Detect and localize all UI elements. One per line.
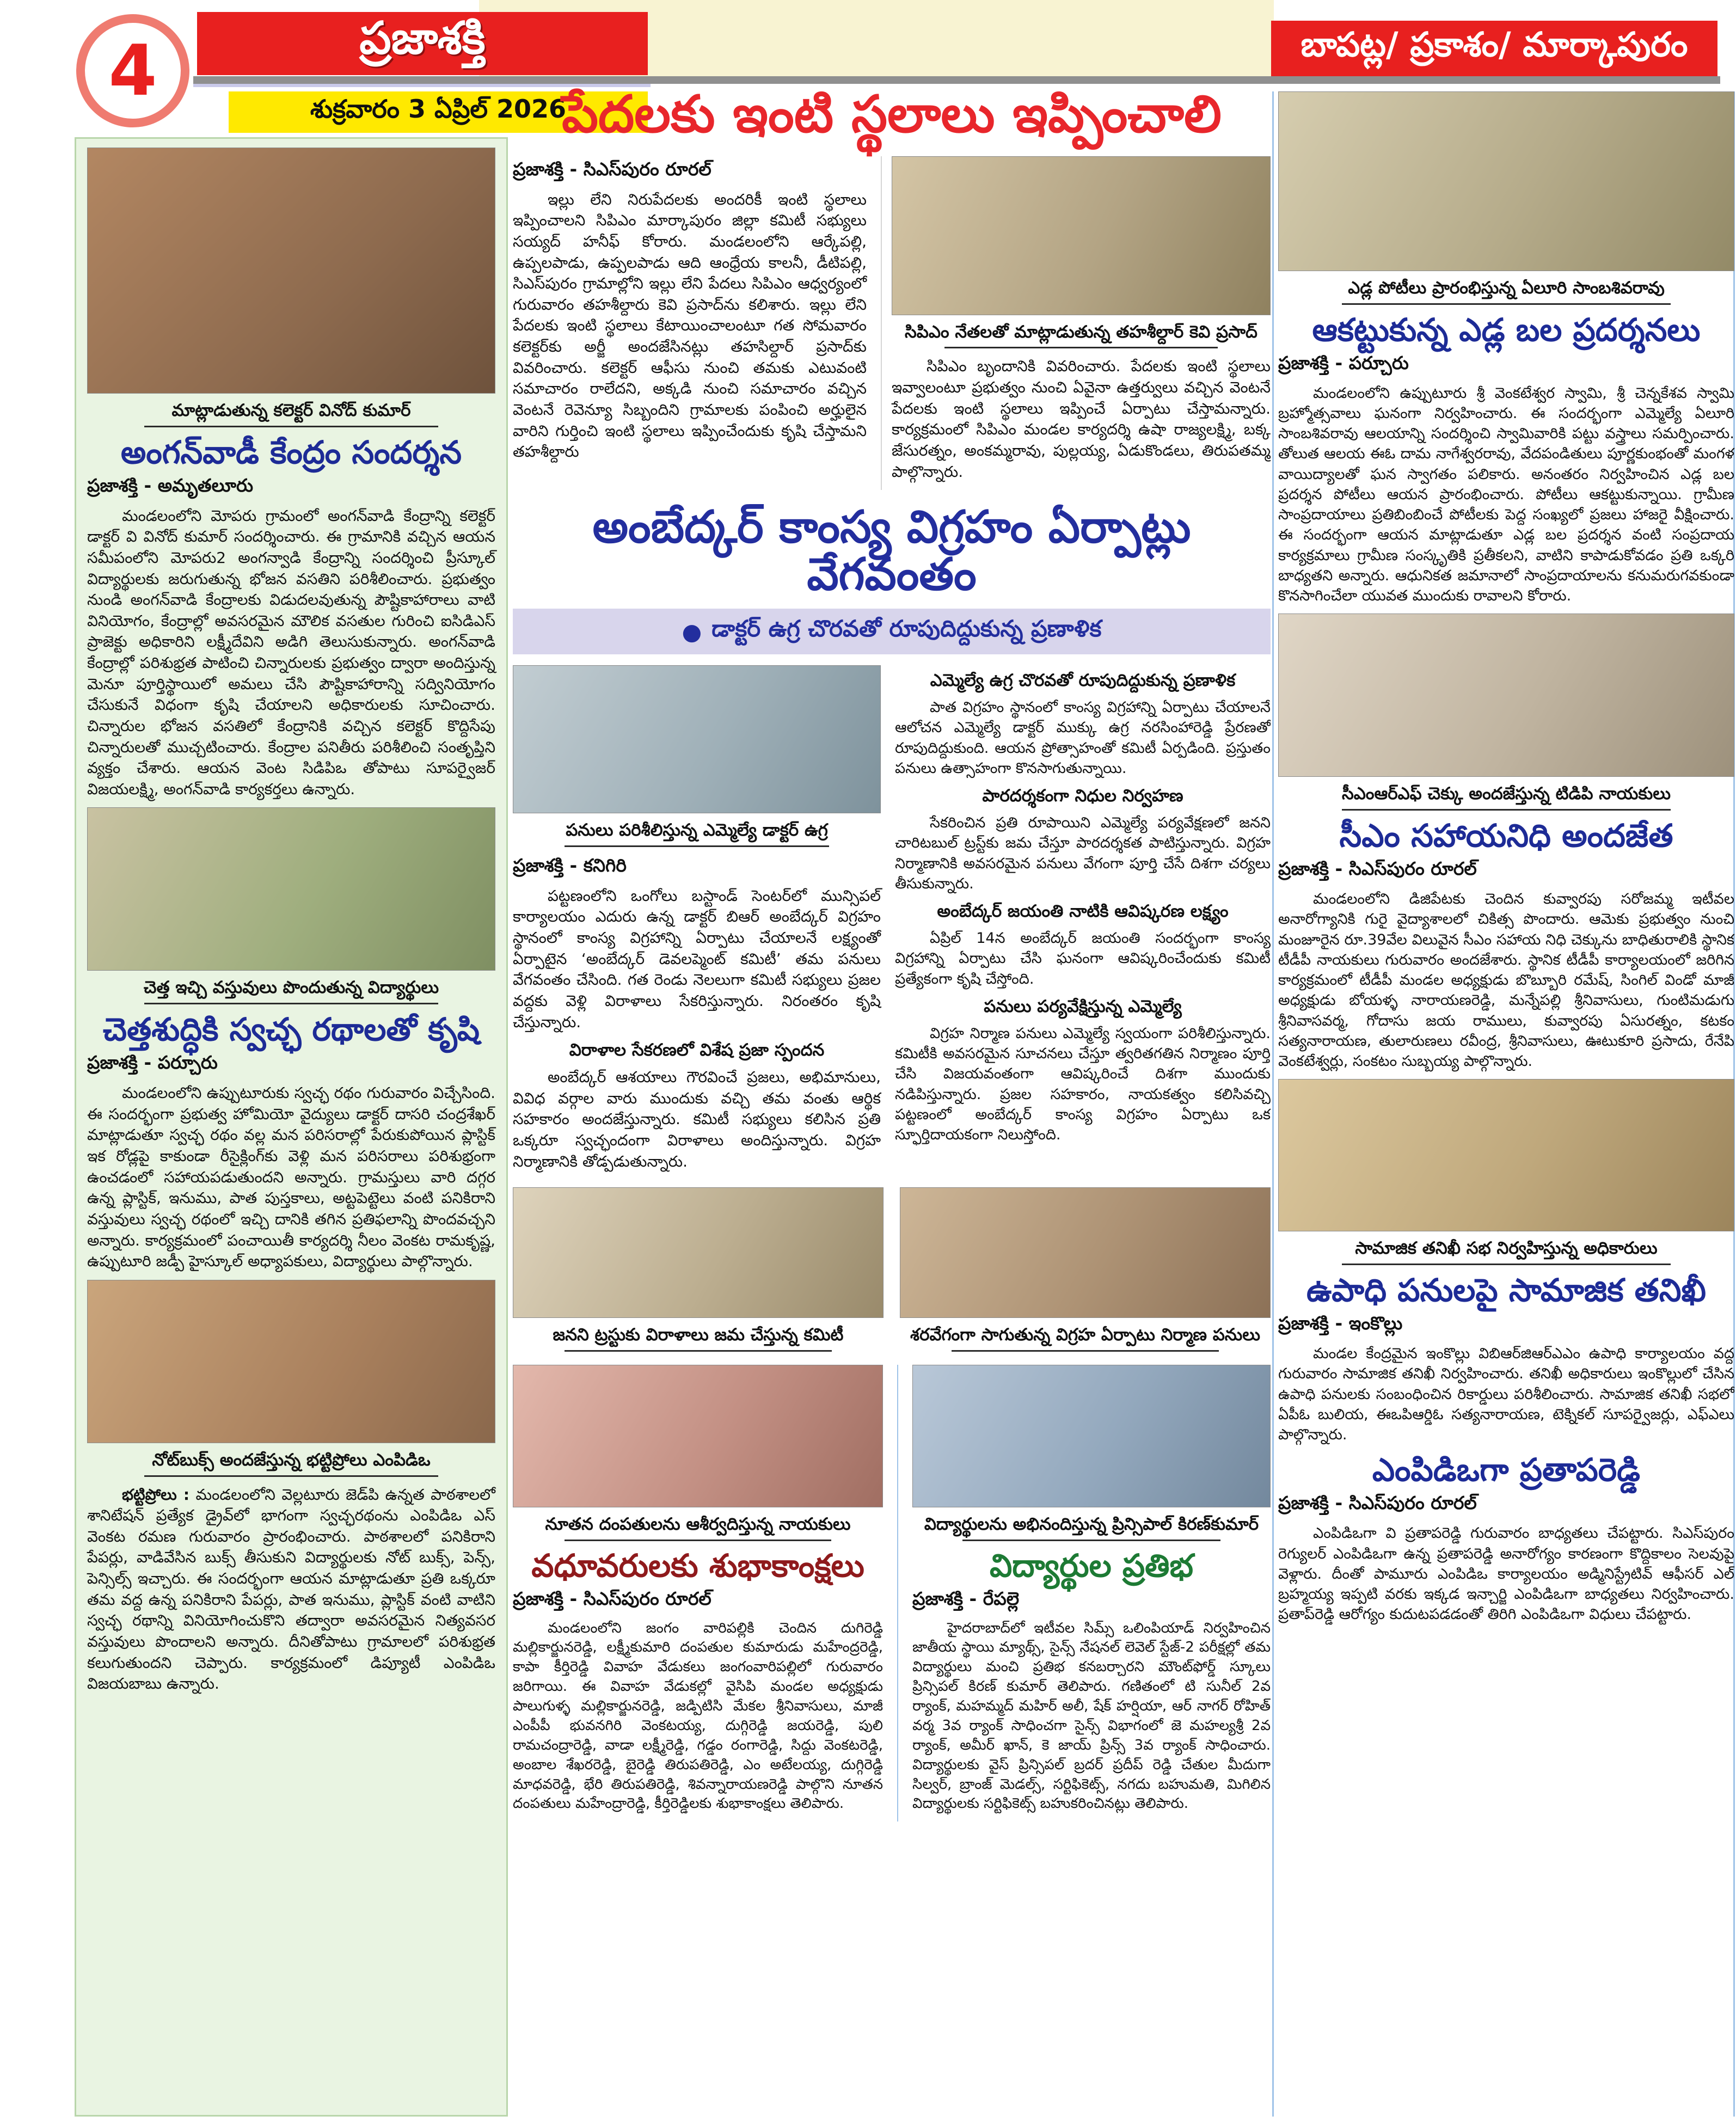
wedding-story: [513, 1365, 883, 1822]
ambedkar-headline: అంబేద్కర్ కాంస్య విగ్రహం ఏర్పాట్లు వేగవంతం: [592, 501, 1191, 601]
page-number-badge: [76, 14, 189, 127]
region-banner: [1271, 21, 1717, 76]
ambedkar-kicker: [513, 609, 1271, 654]
photo-caption: సీఎంఆర్‌ఎఫ్ చెక్కు అందజేస్తున్న టిడిపి నాయకులు: [1342, 784, 1671, 804]
headline-cm-relief-fund: సీఎం సహాయనిధి అందజేత: [1339, 817, 1673, 855]
caption-rule: [565, 1350, 831, 1352]
bullet-icon: ●: [682, 618, 702, 645]
main-headline: పేదలకు ఇంటి స్థలాలు ఇప్పించాలి: [562, 88, 1222, 144]
byline: ప్రజాశక్తి - సిఎస్‌పురం రూరల్: [1278, 1492, 1477, 1514]
article-body: పాత విగ్రహం స్థానంలో కాంస్య విగ్రహాన్ని ఏర్పాటు చేయాలనే ఆలోచన ఎమ్మెల్యే డాక్టర్ ముక్కు ఉగ్ర నరసింహారెడ్డి ప్రేరణతో రూపుదిద్దుకుంది. ఆయన ప్రోత్సాహంతో కమిటీ ఏర్పడింది. ప్రస్తుతం పనులు ఉత్సాహంగా కొనసాగుతున్నాయి.: [895, 699, 1271, 777]
article-body: ఏప్రిల్ 14న అంబేద్కర్ జయంతి సందర్భంగా కాంస్య విగ్రహాన్ని ఏర్పాటు చేసి ఘనంగా ఆవిష్కరించేందుకు కమిటీ ప్రత్యేకంగా కృషి చేస్తోంది.: [895, 930, 1271, 988]
left-column-panel: [75, 137, 508, 2117]
byline: ప్రజాశక్తి - పర్చూరు: [1278, 352, 1409, 373]
photo-caption: నూతన దంపతులను ఆశీర్వదిస్తున్న నాయకులు: [545, 1514, 851, 1534]
photo-caption: శరవేగంగా సాగుతున్న విగ్రహ ఏర్పాటు నిర్మాణ పనులు: [910, 1325, 1260, 1345]
headline-anganwadi: అంగన్‌వాడీ కేంద్రం సందర్శన: [120, 433, 462, 471]
caption-rule: [565, 845, 830, 847]
photo-janani-trust-donation: [513, 1187, 884, 1318]
header-rule: [193, 76, 1720, 84]
photo-caption: సిపిఎం నేతలతో మాట్లాడుతున్న తహశీల్దార్ కెవి ప్రసాద్: [905, 322, 1257, 342]
photo-mla-inspecting-works: [513, 665, 881, 813]
headline-wedding: వధూవరులకు శుభాకాంక్షలు: [531, 1547, 864, 1584]
article-body: హైదరాబాద్‌లో ఇటీవల సిమ్స్ ఒలింపియాడ్ నిర్వహించిన జాతీయ స్థాయి మ్యాథ్స్, సైన్స్ నేషనల్ లెవెల్ స్టేజ్-2 పరీక్షల్లో తమ విద్యార్థులు మంచి ప్రతిభ కనబర్చారని మౌంట్‌ఫోర్డ్ స్కూలు ప్రిన్సిపల్ కిరణ్ కుమార్ తెలిపారు. గణితంలో టి సునీల్ 2వ ర్యాంక్, మహమ్మద్ మహిర్ అలీ, షేక్ హర్షియా, ఆర్ నాగర్ రోహిత్ వర్మ 3వ ర్యాంక్ సాధించగా సైన్స్ విభాగంలో జె మహల్యశ్రీ 2వ ర్యాంక్, అమీర్ ఖాన్, కె జాయ్ ప్రిన్స్ 3వ ర్యాంక్ సాధించారు. విద్యార్థులకు వైస్ ప్రిన్సిపల్ బ్రదర్ ప్రదీప్ రెడ్డి చేతుల మీదుగా సిల్వర్, బ్రాంజ్ మెడల్స్, సర్టిఫికెట్స్, నగదు బహుమతి, మిగిలిన విద్యార్థులకు సర్టిఫికెట్స్ బహుకరించినట్లు తెలిపారు.: [912, 1620, 1271, 1812]
date-line: శుక్రవారం 3 ఏప్రిల్ 2026: [310, 94, 567, 124]
bottom-stories-row: [513, 1365, 1271, 1822]
students-story: [897, 1365, 1271, 1822]
photo-collector-anganwadi-visit: [87, 148, 495, 394]
page-number: 4: [108, 30, 157, 112]
photo-bull-contest: [1278, 91, 1734, 271]
caption-rule: [952, 1350, 1218, 1352]
article-body: మండలంలోని ఉప్పుటూరుకు స్వచ్ఛ రథం గురువారం విచ్చేసింది. ఈ సందర్భంగా ప్రభుత్వ హోమియో వైద్యులు డాక్టర్ దాసరి చంద్రశేఖర్ మాట్లాడుతూ స్వచ్ఛ రథం వల్ల మన పరిసరాల్లో పేరుకుపోయిన ప్లాస్టిక్ ఇక రోడ్లపై కాకుండా రీసైక్లింగ్‌కు వెళ్లి మన పరిసరాలు పరిశుభ్రంగా ఉంచడంలో సహాయపడుతుందని అన్నారు. గ్రామస్తులు వారి దగ్గర ఉన్న ప్లాస్టిక్, ఇనుము, పాత పుస్తకాలు, అట్టపెట్టెలు వంటి పనికిరాని వస్తువులు స్వచ్ఛ రథంలో ఇచ్చి దానికి తగిన ప్రతిఫలాన్ని పొందవచ్చని అన్నారు. కార్యక్రమంలో పంచాయితీ కార్యదర్శి నీలం వెంకట రామకృష్ణ, ఉప్పుటూరి జడ్పీ హైస్కూల్ అధ్యాపకులు, విద్యార్థులు పాల్గొన్నారు.: [87, 1084, 495, 1271]
main-story-col2: [881, 156, 1271, 490]
article-body: మండలంలోని ఉప్పుటూరు శ్రీ వెంకటేశ్వర స్వామి, శ్రీ చెన్నకేశవ స్వామి బ్రహ్మోత్సవాలు ఘనంగా నిర్వహించారు. ఈ సందర్భంగా ఎమ్మెల్యే ఏలూరి సాంబశివరావు ఆలయాన్ని సందర్శించి స్వామివారికి పట్టు వస్త్రాలు సమర్పించారు. తోలుత ఆలయ ఈఓ దామ నాగేశ్వరరావు, వేదపండితులు పూర్ణకుంభంతో మంగళ వాయిద్యాలతో ఘన స్వాగతం పలికారు. అనంతరం నిర్వహించిన ఎడ్ల బల ప్రదర్శన పోటీలు ఆయన ప్రారంభించారు. పోటీలు ఆకట్టుకున్నాయి. గ్రామీణ సాంప్రదాయాలు ప్రతిబింబించే పోటీలకు పెద్ద సంఖ్యలో ప్రజలు హాజరై వీక్షించారు. ఈ సందర్భంగా ఆయన మాట్లాడుతూ ఎడ్ల బల ప్రదర్శన వంటి సంప్రదాయ కార్యక్రమాలు గ్రామీణ సంస్కృతికి ప్రతీకలని, వాటిని కాపాడుకోవడం ప్రతి ఒక్కరి బాధ్యతని అన్నారు. ఆధునికత జమానాలో సాంప్రదాయాలను కనుమరుగవకుండా కొనసాగించేలా యువత ముందుకు రావాలని కోరారు.: [1278, 384, 1734, 605]
caption-rule: [144, 1003, 438, 1004]
headline-bull-show: ఆకట్టుకున్న ఎడ్ల బల ప్రదర్శనలు: [1312, 311, 1701, 348]
subhead-jayanti: అంబేద్కర్ జయంతి నాటికి ఆవిష్కరణ లక్ష్యం: [937, 901, 1229, 921]
byline: ప్రజాశక్తి - సిఎస్‌పురం రూరల్: [1278, 858, 1477, 880]
byline: ప్రజాశక్తి - పర్చూరు: [87, 1052, 218, 1074]
main-story-columns: [513, 156, 1271, 490]
headline-swachh-rath: చెత్తశుద్ధికి స్వచ్ఛ రథాలతో కృషి: [103, 1011, 480, 1048]
column-divider: [1272, 91, 1274, 2117]
article-body: మండలంలోని మోపరు గ్రామంలో అంగన్‌వాడి కేంద్రాన్ని కలెక్టర్ డాక్టర్ వి వినోద్ కుమార్ సందర్శించారు. ఈ గ్రామానికి వచ్చిన ఆయన సమీపంలోని మోపరు2 అంగన్వాడి కేంద్రాన్ని సందర్శించి ప్రీస్కూల్ విద్యార్థులకు జరుగుతున్న భోజన వసతిని పరిశీలించారు. ప్రభుత్వం నుండి అంగన్‌వాడి కేంద్రాలకు విడుదలవుతున్న పౌష్టికాహారాలు వాటి వినియోగం, కేంద్రాల్లో అవసరమైన మౌలిక వసతుల గురించి ఐసిడిఎస్ ప్రాజెక్టు అధికారిని లక్ష్మీదేవిని అడిగి తెలుసుకున్నారు. అంగన్‌వాడి కేంద్రాల్లో పరిశుభ్రత పాటించి చిన్నారులకు ప్రభుత్వం ద్వారా అందిస్తున్న మెనూ పూర్తిస్థాయిలో అమలు చేసి పౌష్టికాహారాన్ని సద్వినియోగం చేసుకునే విధంగా కృషి చేయాలని అధికారులకు సూచించారు. చిన్నారుల భోజన వసతిలో కేంద్రానికి వచ్చిన కలెక్టర్ కొద్దిసేపు చిన్నారులతో ముచ్చటించారు. కేంద్రాల పనితీరు పరిశీలించి సంతృప్తిని వ్యక్తం చేశారు. ఆయన వెంట సిడిపిఒ తోపాటు సూపర్వైజర్ విజయలక్ష్మి, అంగన్‌వాడి కార్యకర్తలు ఉన్నారు.: [87, 506, 495, 798]
masthead: [197, 12, 648, 75]
middle-section: [513, 88, 1271, 2122]
photo-block-janani: [513, 1187, 884, 1359]
article-body: మండలంలోని డిజిపేటకు చెందిన కువ్వారపు సరోజమ్మ ఇటీవల అనారోగ్యానికి గురై వైద్యాశాలలో చికిత్స పొందారు. ఆమెకు ప్రభుత్వం నుంచి మంజూరైన రూ.39వేల విలువైన సీఎం సహాయ నిధి చెక్కును బాధితురాలికి స్థానిక టీడీపీ నాయకులు గురువారం అందజేశారు. స్థానిక టీడీపీ కార్యాలయంలో జరిగిన కార్యక్రమంలో టీడీపీ మండల అధ్యక్షుడు బొబ్బూరి రమేష్, సింగిల్ విండో మాజీ అధ్యక్షుడు బోయళ్ళ నారాయణరెడ్డి, మన్నేపల్లి శ్రీనివాసులు, గుంటిమడుగు శ్రీనివాసవర్మ, గోదాసు జయ రాములు, కువ్వారపు ఏసురత్నం, కటకం సత్యనారాయణ, తులారుణలు రవీంద్ర, శ్రీనివాసులు, ఊటుకూరి ప్రసాదు, రేనేపి వెంకటేశ్వర్లు, సంకటం సుబ్బయ్య పాల్గొన్నారు.: [1278, 891, 1734, 1070]
photo-caption: జనని ట్రస్టుకు విరాళాలు జమ చేస్తున్న కమిటీ: [553, 1325, 844, 1345]
photo-caption: విద్యార్థులను అభినందిస్తున్న ప్రిన్సిపాల్ కిరణ్‌కుమార్: [924, 1514, 1259, 1534]
photo-caption: పనులు పరిశీలిస్తున్న ఎమ్మెల్యే డాక్టర్ ఉగ్ర: [566, 820, 828, 840]
article-body: [87, 1485, 495, 1695]
right-column: [1278, 91, 1734, 2122]
caption-rule: [944, 347, 1217, 348]
headline-mpdo-charge: ఎంపిడిఒగా ప్రతాపరెడ్డి: [1372, 1451, 1641, 1489]
subhead-plan: ఎమ్మెల్యే ఉగ్ర చొరవతో రూపుదిద్దుకున్న ప్రణాళిక: [930, 671, 1236, 690]
article-body: పట్టణంలోని ఒంగోలు బస్టాండ్ సెంటర్‌లో మున్సిపల్ కార్యాలయం ఎదురు ఉన్న డాక్టర్ బిఆర్ అంబేద్కర్ విగ్రహం స్థానంలో కాంస్య విగ్రహాన్ని ఏర్పాటు చేయాలనే లక్ష్యంతో ఏర్పాటైన ‘అంబేద్కర్ డెవలప్మెంట్ కమిటీ’ తమ పనులు వేగవంతం చేసింది. గత రెండు నెలలుగా కమిటీ సభ్యులు ప్రజల వద్దకు వెళ్లి విరాళాలు సేకరిస్తున్నారు. నిరంతరం కృషి చేస్తున్నారు.: [513, 886, 881, 1031]
byline: ప్రజాశక్తి - రేపల్లె: [912, 1587, 1020, 1609]
photo-caption: సామాజిక తనిఖీ సభ నిర్వహిస్తున్న అధికారులు: [1355, 1238, 1658, 1259]
main-story-col1: [513, 156, 867, 490]
ambedkar-columns: [513, 665, 1271, 1180]
photo-caption: ఎడ్ల పోటీలు ప్రారంభిస్తున్న ఏలూరి సాంబశివరావు: [1348, 278, 1665, 298]
photo-social-audit-meeting: [1278, 1079, 1734, 1231]
byline: ప్రజాశక్తి - ఇంకొల్లు: [1278, 1313, 1403, 1334]
article-body: సేకరించిన ప్రతి రూపాయిని ఎమ్మెల్యే పర్యవేక్షణలో జనని చారిటబుల్ ట్రస్ట్‌కు జమ చేస్తూ పారదర్శకత పాటిస్తున్నారు. విగ్రహ నిర్మాణానికి అవసరమైన పనులు వేగంగా పూర్తి చేసే దిశగా చర్యలు తీసుకున్నారు.: [895, 814, 1271, 892]
byline: ప్రజాశక్తి - అమృతలూరు: [87, 474, 254, 496]
photo-statue-construction: [900, 1187, 1271, 1318]
caption-rule: [1342, 303, 1670, 305]
paper-name: ప్రజాశక్తి: [359, 12, 486, 64]
article-body: మండల కేంద్రమైన ఇంకొల్లు విబిఆర్‌జిఆర్‌ఎఎం ఉపాధి కార్యాలయం వద్ద గురువారం సామాజిక తనిఖీ నిర్వహించారు. తనిఖీ అధికారులు ఇంకొల్లులో చేసిన ఉపాధి పనులకు సంబంధించిన రికార్డులు పరిశీలించారు. సామాజిక తనిఖీ సభలో ఏపీఓ బులియ, ఈఒపిఆర్డిఓ సత్యనారాయణ, టెక్నికల్ సూపర్వైజర్లు, ఎఫ్ఎలు పాల్గొన్నారు.: [1278, 1345, 1734, 1444]
photo-students-felicitation: [912, 1365, 1271, 1507]
photo-caption: చెత్త ఇచ్చి వస్తువులు పొందుతున్న విద్యార్థులు: [143, 978, 439, 998]
article-body: ఇల్లు లేని నిరుపేదలకు అందరికీ ఇంటి స్థలాలు ఇప్పించాలని సిపిఎం మార్కాపురం జిల్లా కమిటీ సభ్యులు సయ్యద్ హనీఫ్ కోరారు. మండలంలోని ఆర్కేపల్లి, ఉప్పలపాడు, ఉప్పలపాడు ఆది ఆంధ్రేయ కాలనీ, డీటిపల్లి, సిఎస్‌పురం గ్రామాల్లోని ఇల్లు లేని పేదలు సిపిఎం ఆధ్వర్యంలో గురువారం తహశీల్దారు కెవి ప్రసాద్‌ను కలిశారు. ఇల్లు లేని పేదలకు ఇంటి స్థలాలు కేటాయించాలంటూ గత సోమవారం కలెక్టర్‌కు అర్జీ అందజేసినట్లు తహసిల్దార్ ప్రసాద్‌కు వివరించారు. కలెక్టర్ ఆఫీసు నుంచి తమకు ఎటువంటి సమాచారం రాలేదని, అక్కడి నుంచి సమాచారం వచ్చిన వెంటనే రెవెన్యూ సిబ్బందిని గ్రామాలకు పంపించి అర్హులైన వారిని గుర్తించి ఇంటి స్థలాలు ఇప్పించేందుకు కృషి చేస్తామని తహశీల్దారు: [513, 190, 867, 461]
article-body: సిపిఎం బృందానికి వివరించారు. పేదలకు ఇంటి స్థలాలు ఇవ్వాలంటూ ప్రభుత్వం నుంచి ఏవైనా ఉత్తర్వులు వచ్చిన వెంటనే పేదలకు ఇంటి స్థలాలు ఇప్పించే ఏర్పాటు చేస్తామన్నారు. కార్యక్రమంలో సిపిఎం మండల కార్యదర్శి ఉషా రాజ్యలక్ష్మి, బక్క జేసురత్నం, అంకమ్మరావు, పుల్లయ్య, ఏడుకొండలు, తిరుపతమ్మ పాల్గొన్నారు.: [892, 357, 1271, 481]
photo-cpm-tahsildar-meeting: [892, 156, 1271, 315]
kicker-text: డాక్టర్ ఉగ్ర చొరవతో రూపుదిద్దుకున్న ప్రణాళిక: [711, 615, 1102, 642]
caption-rule: [1342, 809, 1670, 811]
byline: ప్రజాశక్తి - సిఎస్‌పురం రూరల్: [513, 1587, 711, 1609]
subhead-funds: పారదర్శకంగా నిధుల నిర్వహణ: [982, 786, 1183, 806]
article-body-text: మండలంలోని వెల్లటూరు జెడ్‌పి ఉన్నత పాఠశాలలో శానిటేషన్ ప్రత్యేక డ్రైవ్‌లో భాగంగా స్వచ్ఛరథంను ఎంపిడిఒ ఎస్ వెంకట రమణ గురువారం ప్రారంభించారు. పాఠశాలలో పనికిరాని పేపర్లు, వాడివేసిన బుక్స్ తీసుకుని విద్యార్థులకు నోట్ బుక్స్, పెన్స్, పెన్సిల్స్ ఇచ్చారు. ఈ సందర్భంగా ఆయన మాట్లాడుతూ ప్రతి ఒక్కరూ తమ వద్ద ఉన్న పనికిరాని పేపర్లు, పాత ఇనుము, ప్లాస్టిక్ వంటి వాటిని స్వచ్ఛ రథాన్ని వినియోగించుకొని తద్వారా అవసరమైన నిత్యవసర వస్తువులు పొందాలని అన్నారు. దీనితోపాటు గ్రామాలలో పరిశుభ్రత కలుగుతుందని చెప్పారు. కార్యక్రమంలో డిప్యూటీ ఎంపిడిఒ విజయబాబు ఉన్నారు.: [87, 1485, 495, 1693]
subhead-donations: విరాళాల సేకరణలో విశేష ప్రజా స్పందన: [569, 1040, 825, 1060]
photo-wedding-blessing: [513, 1365, 883, 1507]
photo-block-construction: [900, 1187, 1271, 1359]
photo-students-garbage-exchange: [87, 807, 495, 971]
ambedkar-col2: [895, 665, 1271, 1180]
article-body: అంబేద్కర్ ఆశయాలు గౌరవించే ప్రజలు, అభిమానులు, వివిధ వర్గాల వారు ముందుకు వచ్చి తమ వంతు ఆర్థిక సహకారం అందజేస్తున్నారు. కమిటీ సభ్యులు కలిసిన ప్రతి ఒక్కరూ స్వచ్ఛందంగా విరాళాలు అందిస్తున్నారు. విగ్రహ నిర్మాణానికి తోడ్పడుతున్నారు.: [513, 1068, 881, 1170]
article-body: ఎంపిడిఒగా వి ప్రతాపరెడ్డి గురువారం బాధ్యతలు చేపట్టారు. సిఎస్‌పురం రెగ్యులర్ ఎంపిడిఒగా ఉన్న ప్రతాపరెడ్డి అనారోగ్యం కారణంగా కొద్దికాలం సెలవుపై వెళ్లారు. దీంతో పామూరు ఎంపిడిఒ కార్యాలయం అడ్మినిస్ట్రేటివ్ ఆఫీసర్ ఎల్ బ్రహ్మయ్య ఇప్పటి వరకు ఇక్కడ ఇన్చార్జి ఎంపిడిఒగా బాధ్యతలు నిర్వహించారు. ప్రతాప్‌రెడ్డి ఆరోగ్యం కుదుటపడడంతో తిరిగి ఎంపిడిఒగా విధులు చేపట్టారు.: [1278, 1525, 1734, 1623]
article-body: మండలంలోని జంగం వారిపల్లికి చెందిన దుగిరెడ్డి మల్లికార్జునరెడ్డి, లక్ష్మీకుమారి దంపతుల కుమారుడు మహేంద్రరెడ్డి, కాపా కీర్తిరెడ్డి వివాహ వేడుకలు జంగంవారిపల్లిలో గురువారం జరిగాయి. ఈ వివాహ వేడుకల్లో వైసిపి మండల అధ్యక్షుడు పాలుగుళ్ళ మల్లికార్జునరెడ్డి, జడ్పిటిసి మేకల శ్రీనివాసులు, మాజీ ఎంపీపీ భువనగిరి వెంకటయ్య, దుగ్గిరెడ్డి జయరెడ్డి, పులి రామచంద్రారెడ్డి, వాడా లక్ష్మీరెడ్డి, గడ్డం రంగారెడ్డి, సిద్దు వెంకటరెడ్డి, అంబాల శేఖరరెడ్డి, బైరెడ్డి తిరుపతిరెడ్డి, ఎం అటేలయ్య, దుగ్గిరెడ్డి మాధవరెడ్డి, భేరి తిరుపతిరెడ్డి, శివన్నారాయణరెడ్డి పాల్గొని నూతన దంపతులు మహేంద్రారెడ్డి, కీర్తిరెడ్డిలకు శుభాకాంక్షలు తెలిపారు.: [513, 1620, 883, 1812]
ambedkar-col1: [513, 665, 881, 1180]
caption-rule: [1342, 1264, 1670, 1265]
headline-students: విద్యార్థుల ప్రతిభ: [990, 1547, 1193, 1584]
caption-rule: [565, 1540, 831, 1541]
header-rule-accent: [193, 84, 651, 87]
photo-caption: మాట్లాడుతున్న కలెక్టర్ వినోద్ కుమార్: [171, 401, 411, 420]
region-banner-text: బాపట్ల/ ప్రకాశం/ మార్కాపురం: [1301, 24, 1688, 64]
subhead-supervision: పనులు పర్యవేక్షిస్తున్న ఎమ్మెల్యే: [984, 996, 1182, 1016]
photo-caption: నోట్‌బుక్స్ అందజేస్తున్న భట్టిప్రోలు ఎంపిడిఒ: [152, 1450, 431, 1470]
photo-cmrf-cheque-handover: [1278, 614, 1734, 777]
caption-rule: [144, 426, 438, 427]
caption-rule: [144, 1475, 438, 1477]
article-body: విగ్రహ నిర్మాణ పనులు ఎమ్మెల్యే స్వయంగా పరిశీలిస్తున్నారు. కమిటీకి అవసరమైన సూచనలు చేస్తూ త్వరితగతిన నిర్మాణం పూర్తి చేసి విజయవంతంగా ఆవిష్కరించే దిశగా ముందుకు నడిపిస్తున్నారు. ప్రజల సహకారం, నాయకత్వం కలిసివచ్చి పట్టణంలో అంబేద్కర్ కాంస్య విగ్రహం ఏర్పాటు ఒక స్ఫూర్తిదాయకంగా నిలుస్తోంది.: [895, 1025, 1271, 1143]
photo-notebooks-distribution: [87, 1280, 495, 1443]
dateline: భట్టిప్రోలు :: [122, 1485, 190, 1504]
byline: ప్రజాశక్తి - సిఎస్‌పురం రూరల్: [513, 158, 711, 180]
byline: ప్రజాశక్తి - కనిగిరి: [513, 854, 627, 876]
caption-rule: [962, 1540, 1220, 1541]
ambedkar-photo-row: [513, 1187, 1271, 1359]
headline-social-audit: ఉపాధి పనులపై సామాజిక తనిఖీ: [1306, 1272, 1706, 1309]
